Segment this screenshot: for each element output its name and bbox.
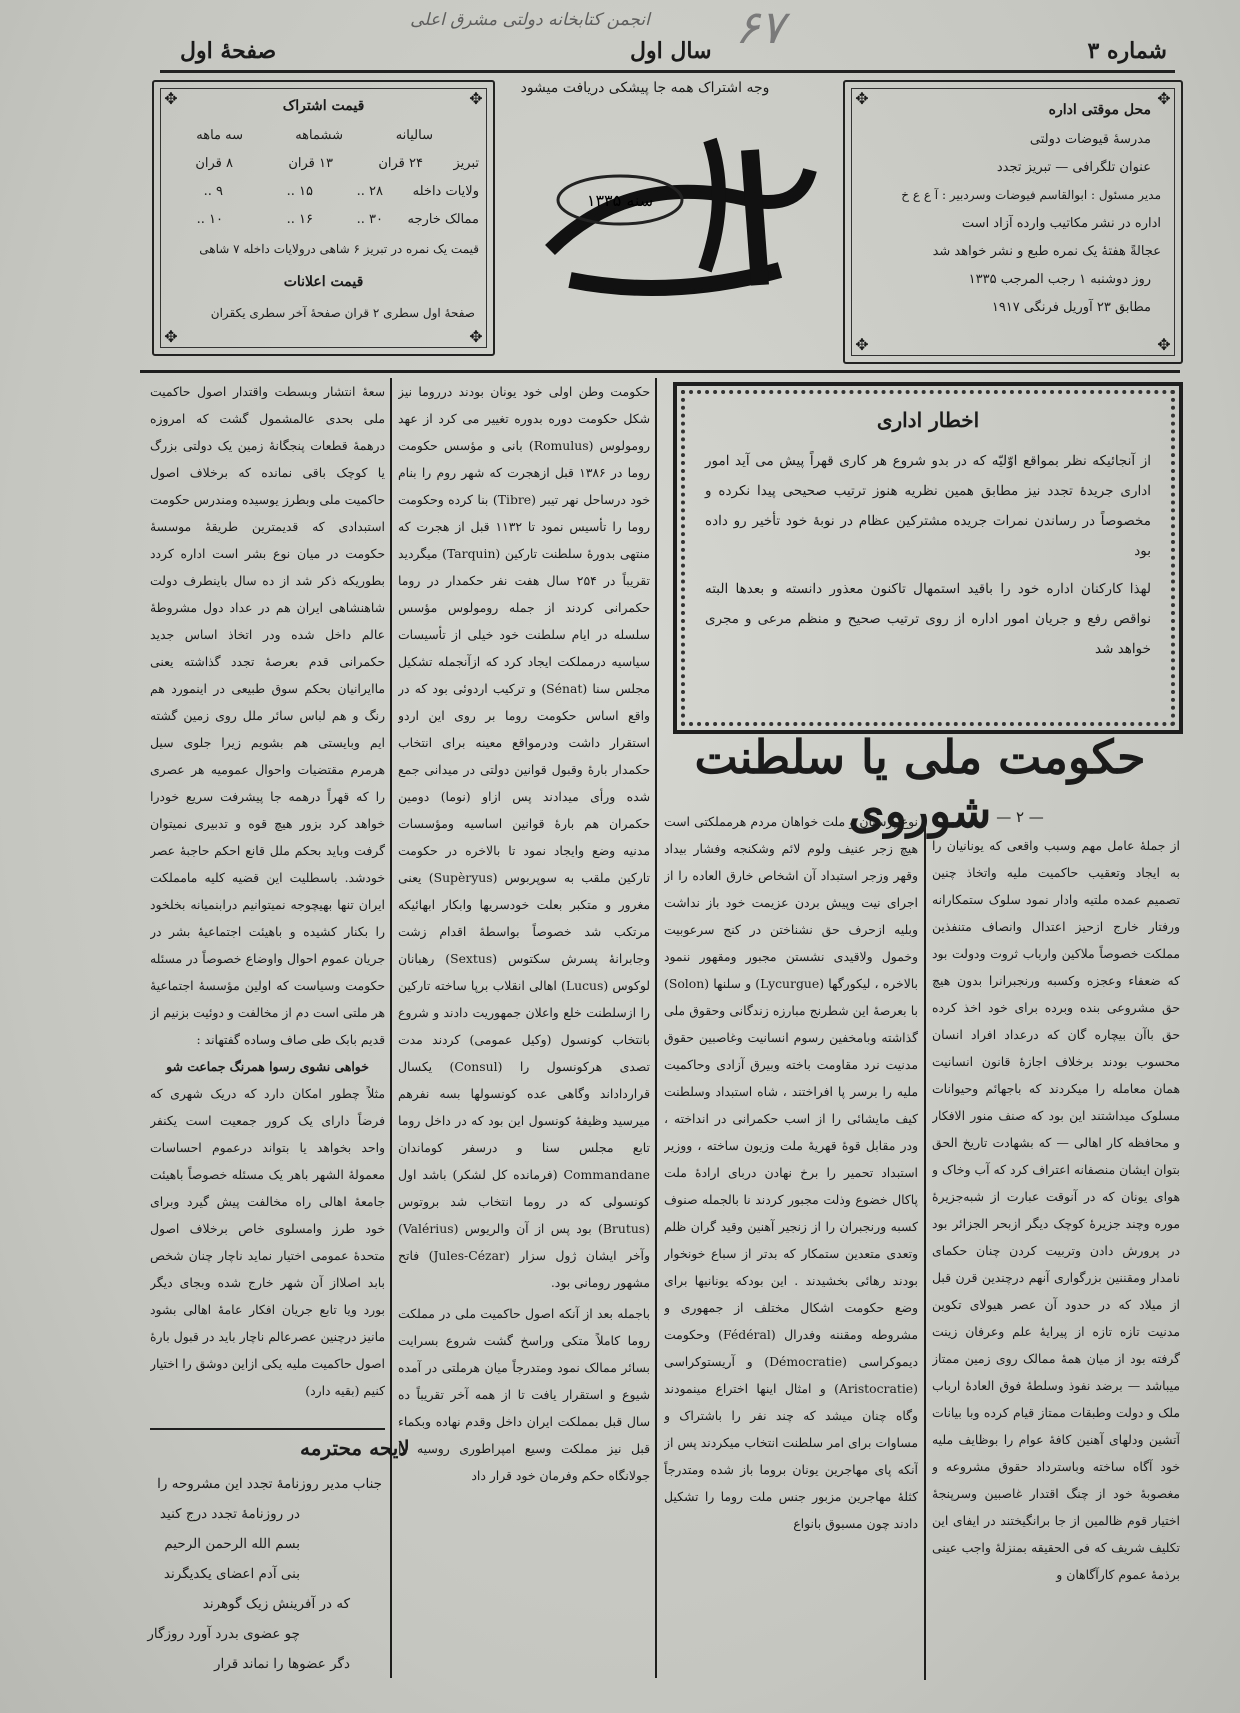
period-label: ششماهه <box>295 128 343 143</box>
article-column-4 <box>932 832 1180 1682</box>
publication-year: سال اول <box>630 38 712 64</box>
letter-title: لایحه محترمه <box>300 1436 410 1460</box>
price-value: ۱۶ .. <box>286 212 313 227</box>
section-number: — ۲ — <box>996 808 1044 826</box>
admin-info-box <box>843 80 1183 364</box>
article-column-2 <box>398 378 650 1678</box>
column-text: مثلاً چطور امکان دارد که دریک شهری که فرضاً دارای یک کرور جمعیت است یکنفر واحد بخواهد یا بتواند درعموم احساسات معمولهٔ الشهر باهر یک مسئله خصوصاً باهیئت جامعهٔ اهالی راه مخالفت پیش گیرد وبرای خود طرز وامسلوی خاص برخلاف اصول متحدهٔ عمومی اختیار نماید ناچار چنان شخص بابد اصلااز آن شهر خارج شده وبجای دیگر بورد ویا تابع جریان افکار عامهٔ اهالی بشود مانیز درچنین عصرعالم ناچار باید در قبول بارهٔ اصول حاکمیت ملیه یکی ازاین دوشق را اختیار کنیم (بقیه دارد) <box>150 1086 385 1398</box>
admin-line: عنوان تلگرافی — تبریز تجدد <box>996 160 1151 175</box>
column-rule <box>655 378 657 1678</box>
column-text: از جملهٔ عامل مهم وسبب واقعی که یونانیان را به ایجاد وتعقیب حاکمیت ملیه واتخاذ چنین تصمیم عمده ملتیه وادار نمود سلوک ستمکارانه ورفتار خارج ازحیز اعتدال وانصاف متنفذین مملکت خصوصاً ملاکین وارباب ثروت ودولت بود که ضعفاء وعجزه وکسبه ورنجبرانرا بدون هیچ حق مشروعی بنده وبرده برای خود اخذ کرده حق باآن بیچاره گان که درعداد افراد انسان محسوب بودند برخلاف اجازهٔ قانون انسانیت همان معامله‌ را میکردند که باجهائم وحیوانات مسلوک میداشتند این بود که صنف منور الافکار و محافظه کار اهالی — که بشهادت تاریخ الحق بتوان ایشان منصفانه اعتراف کرد که آب وخاک و هوای یونان که در آنوقت عبارت از شبه‌جزیرهٔ موره وچند جزیرهٔ کوچک دیگر ازبحر الجزائر بود در پرورش دادن وتربیت کردن چنان حکمای نامدار ومقننین بزرگواری آنهم درچندین قرن قبل از میلاد که در حدود آن عصر هیولای تکوین مدنیت تازه تازه از پیرایهٔ علم وعرفان زینت گرفته بود از میان همهٔ ممالک روی زمین ممتاز میباشد — برضد نفوذ وسلطهٔ فوق العادهٔ ارباب ملک و دولت وطبقات ممتاز قیام کرده وبا بیانات آتشین ودلهای آهنین کافهٔ عوام را بوظایف ملیه خود آگاه ساخته وباسترداد حقوق مشروعه و مغصوبهٔ خود از چنگ اقتدار غاصبین وسرپنجهٔ اختیار قوم ظالمین از جا برانگیختند در ایفای این تکلیف شریف که فی الحقیقه بمنزلهٔ واجب عینی برذمهٔ عموم کارآگاهان و <box>932 838 1180 1582</box>
subscription-note: وجه اشتراک همه جا پیشکی دریافت میشود <box>520 80 770 96</box>
masthead-ribbon: سنه ۱۳۳۵ <box>586 191 654 210</box>
subscription-prices-box <box>152 80 495 356</box>
price-place: ممالک خارجه <box>407 212 479 227</box>
letter-line: بنی آدم اعضای یکدیگرند <box>163 1566 300 1582</box>
column-rule <box>390 378 392 1678</box>
price-value: ۲۴ قران <box>378 156 423 171</box>
logo-stroke <box>570 270 780 288</box>
page-label: صفحهٔ اول <box>180 38 277 64</box>
notice-body <box>705 446 1151 664</box>
ads-text: صفحهٔ اول سطری ۲ قران صفحهٔ آخر سطری یکقران <box>210 306 475 320</box>
ornament-icon: ✥ <box>164 89 178 108</box>
ornament-icon: ✥ <box>855 89 869 108</box>
column-text: سعهٔ انتشار وبسطت واقتدار اصول حاکمیت ملی بحدی عالمشمول گشت که امروزه درهمهٔ قطعات پنجگانهٔ زمین یک دولتی بزرگ یا کوچک باقی نمانده که برخلاف اصول حاکمیت ملی وبطرز یوسیده ومندرس حکومت استبدادی که قدیمترین طریقهٔ موسسهٔ حکومت در میان نوع بشر است اداره کردد بطوریکه ذکر شد از ده سال باینطرف دولت شاهنشاهی ایران هم در عداد دول مشروطهٔ عالم داخل شده ودر اتخاذ اساس جدید حکمرانی قدم بعرصهٔ تجدد گذاشته یعنی ماایرانیان بحکم سوق طبیعی در اینمورد هم رنگ و هم لباس سائر ملل روی زمین گشته ایم وبایستی هم بشویم زیرا جلوی سیل هرمرم مقتضیات واحوال عمومیه هر عصری را که قهراً درهمه جا پیشرفت سریع خودرا خواهد کرد بزور هیچ قوه و تدبیری نمیتوان گرفت وباید بحکم ملل قانع احکم حاجبهٔ عصر خودشد. باسطلیت این قضیه کلیه مامملکت ایران تنها بهیچوجه نمیتوانیم درابنمیانه بخلخود را بکنار کشیده و باهیئت اجتماعیهٔ بشر در جریان عموم احوال واوضاع خصوصاً در مسئله حکومت وسیاست که اولین مؤسسهٔ اجتماعیهٔ هر ملتی است دم از مخالفت و دوئیت بزنیم از قدیم بابک طی صاف وساده گفتهاند : <box>150 384 385 1047</box>
price-value: ۲۸ .. <box>356 184 383 199</box>
admin-line: مدرسهٔ قیوضات دولتی <box>1029 132 1151 147</box>
divider <box>150 1428 385 1430</box>
article-headline: حکومت ملی یا سلطنت شوروی <box>694 730 1146 838</box>
admin-line: اداره در نشر مکاتیب وارده آزاد است <box>961 216 1161 231</box>
ornament-icon: ✥ <box>1157 89 1171 108</box>
single-issue-price: قیمت یک نمره در تبریز ۶ شاهی درولایات داخله ۷ شاهی <box>199 242 479 256</box>
letter-line: دگر عضوها را نماند قرار <box>214 1656 350 1672</box>
column-rule <box>924 820 926 1680</box>
issue-header-bar <box>160 34 1175 73</box>
issue-number: شماره ۳ <box>1087 38 1167 64</box>
divider <box>140 370 1180 373</box>
letter-line: در روزنامهٔ تجدد درج کنید <box>159 1506 300 1522</box>
article-column-3 <box>664 808 918 1683</box>
ads-title: قیمت اعلانات <box>283 274 364 290</box>
ornament-icon: ✥ <box>164 327 178 346</box>
admin-notice <box>673 382 1183 734</box>
notice-paragraph: از آنجائیکه نظر بمواقع اوّلیّه که در بدو شروع هر کاری قهراً پیش می آید امور اداری جریدهٔ تجدد نیز مطابق همین نظریه هنوز ترتیب صحیحی پیدا نکرده و مخصوصاً در رساندن نمرات جریده مشترکین عظام در نوبهٔ خود تأخیر رو داده بود <box>705 453 1151 559</box>
admin-line: روز دوشنبه ۱ رجب المرجب ۱۳۳۵ <box>968 272 1151 287</box>
ornament-icon: ✥ <box>469 89 483 108</box>
notice-title: اخطار اداری <box>876 408 980 432</box>
notice-paragraph: لهذا کارکنان اداره خود را باقید استمهال تاکنون معذور دانسته و بعدها البته نواقص رفع و جریان امور اداره از روی ترتیب صحیح و منظم مرعی و مجری خواهد شد <box>705 581 1151 657</box>
masthead-logo <box>510 110 830 310</box>
admin-line: مدیر مسئول : ابوالقاسم فیوضات وسردبیر : آ ع ع خ <box>901 188 1161 202</box>
logo-stroke <box>705 140 719 270</box>
price-place: تبریز <box>453 156 479 171</box>
column-text: باجمله بعد از آنکه اصول حاکمیت ملی در مملکت روما کاملاً متکی وراسخ گشت شروع بسرایت بسائر ممالک نمود ومتدرجاً میان هرملتی در آمده شیوع و استقرار یافت تا از همه آخر تقریباً ده سال قبل بمملکت ایران داخل وقدم نهاده وبکماء قبل نیز مملکت وسیع امپراطوری روسیه را جولانگاه حکم وفرمان خود قرار داد <box>398 1306 650 1483</box>
price-value: ۹ .. <box>203 184 223 199</box>
letter-line: که در آفرینش زیک گوهرند <box>202 1596 350 1612</box>
price-value: ۸ قران <box>195 156 233 171</box>
archive-number: ۶۷ <box>735 0 785 54</box>
price-value: ۳۰ .. <box>356 212 383 227</box>
admin-line: عجالةً هفتهٔ یک نمره طبع و نشر خواهد شد <box>932 244 1161 259</box>
price-place: ولایات داخله <box>412 184 479 199</box>
price-value: ۱۵ .. <box>286 184 313 199</box>
ornament-icon: ✥ <box>469 327 483 346</box>
admin-line: مطابق ۲۳ آوریل فرنگی ۱۹۱۷ <box>991 300 1151 315</box>
price-value: ۱۰ .. <box>196 212 223 227</box>
admin-line: محل موقتی اداره <box>1048 102 1151 118</box>
column-text: حکومت وطن اولی خود یونان بودند درروما نیز شکل حکومت دوره بدوره تغییر می کرد از عهد رومولوس (Romulus) بانی و مؤسس حکومت روما در ۱۳۸۶ قبل ازهجرت که شهر روم را بنام خود درساحل نهر تیبر (Tibre) بنا کرده وحکومت روما را تأسیس نمود تا ۱۱۳۲ قبل از هجرت که منتهی بدورهٔ سلطنت تارکین (Tarquin) میگردید تقریباً در ۲۵۴ سال هفت نفر حکمدار در روما حکمرانی کردند از جمله رومولوس مؤسس سلسله در ایام سلطنت خود خیلی از تأسیسات سیاسیه درمملکت ایجاد کرد که ازآنجمله تشکیل مجلس سنا (Sénat) و ترکیب اردوئی بود که در واقع اساس حکومت روما بر روی این اردو استقرار داشت ودرمواقع معینه برای انتخاب حکمدار بارهٔ وقبول قوانین دولتی در میدانی جمع شده ورأی میدادند پس ازاو (نوما) دومین حکمران هم بارهٔ قوانین اساسیه ومؤسسات مدنیه وضع وایجاد نمود تا بالاخره در حکومت تارکین ملقب به سوپربوس (Supèryus) یعنی مغرور و متکبر بعلت خودسریها وابکار ابهائیکه مرتکب شد خصوصاً بواسطهٔ اقدام زشت وجابرانهٔ پسرش سکتوس (Sextus) رهبانان لوکوس (Lucus) اهالی انقلاب برپا ساخته تارکین را ازسلطنت خلع واعلان جمهوریت دادند و شروع بانتخاب کونسول (وکیل عمومی) کردند مدت تصدی هرکونسول را (Consul) یکسال قرارداداند وگاهی عده کونسولها بسه نفرهم میرسید وظیفهٔ کونسول این بود که در داخل روما تابع مجلس سنا و درسفر کوماندان Commandane (فرمانده کل لشکر) باشد اول کونسولی که در روما انتخاب شد بروتوس (Brutus) بود پس از آن والریوس (Valérius) وآخر ایشان ژول سزار (Jules-Cézar) فاتح مشهور رومانی بود. <box>398 384 650 1290</box>
period-label: سه ماهه <box>196 128 243 143</box>
ornament-icon: ✥ <box>855 335 869 354</box>
period-label: سالیانه <box>395 128 433 143</box>
letter-line: جناب مدیر روزنامهٔ تجدد این مشروحه را <box>157 1476 382 1492</box>
letter-line: چو عضوی بدرد آورد روزگار <box>147 1626 300 1642</box>
price-value: ۱۳ قران <box>288 156 333 171</box>
ornament-icon: ✥ <box>1157 335 1171 354</box>
archive-stamp: انجمن کتابخانه دولتی مشرق اعلی <box>410 10 650 30</box>
column-text: نوع پرستان و ملت خواهان مردم هرمملکتی است هیچ زجر عنیف ولوم لائم وشکنجه وفشار بیداد وقهر وزجر استبداد آن اشخاص خارق العاده را از اجرای نیت وپیش بردن عزیمت خود باز نداشت وبلیه ازحرف حق نشناختن در کنج سرعوبیت وخمول ولاقیدی نشستن مجبور ومقهور ننمود بالاخره ، لیکورگها (Lycurgue) و سلنها (Solon) با بعرصهٔ این شطرنج مبارزه زندگانی وحقوق ملی گذاشته وبامخفین رسوم انسانیت وغاصبین حقوق مدنیت نرد مقاومت باخته وبیرق آزادی وحاکمیت ملیه را برسر پا افراختند ، شاه استبداد وسلطنت کیف مایشائی را از اسب حکمرانی در انداخته ، ودر مقابل قوهٔ قهریهٔ ملت وزیون ساخته ، ووزیر استبداد تحمیر را برخ نهادن دربای ارادهٔ ملت پاکال خضوع وذلت مجبور کردند نا بالجمله صنوف کسبه ورنجبران را از زنجیر آهنین وقید گران ظلم وتعدی متعدین ستمکار که بدتر از سباع خونخوار بودند رهائی بخشیدند . این بودکه یونانیها برای وضع حکومت اشکال مختلف از جمهوری و مشروطه ومقننه وفدرال (Fédéral) وحکومت دیموکراسی (Démocratie) و آریستوکراسی (Aristocratie) و امثال اینها اختراع مینمودند وگاه چنان میشد که چند نفر را باشتراک و مساوات برای امر سلطنت انتخاب میکردند پس از آنکه پای مهاجرین یونان بروما باز شده ومتدرجاً کثلهٔ مهاجرین مزبور جنس ملت روما را تشکیل دادند چون مسبوق بانواع <box>664 814 918 1531</box>
prices-title: قیمت اشتراک <box>282 98 365 114</box>
verse-line: خواهی نشوی رسوا همرنگ جماعت شو <box>166 1059 369 1074</box>
letter-line: بسم الله الرحمن الرحیم <box>164 1536 300 1552</box>
article-column-1 <box>150 378 385 1428</box>
